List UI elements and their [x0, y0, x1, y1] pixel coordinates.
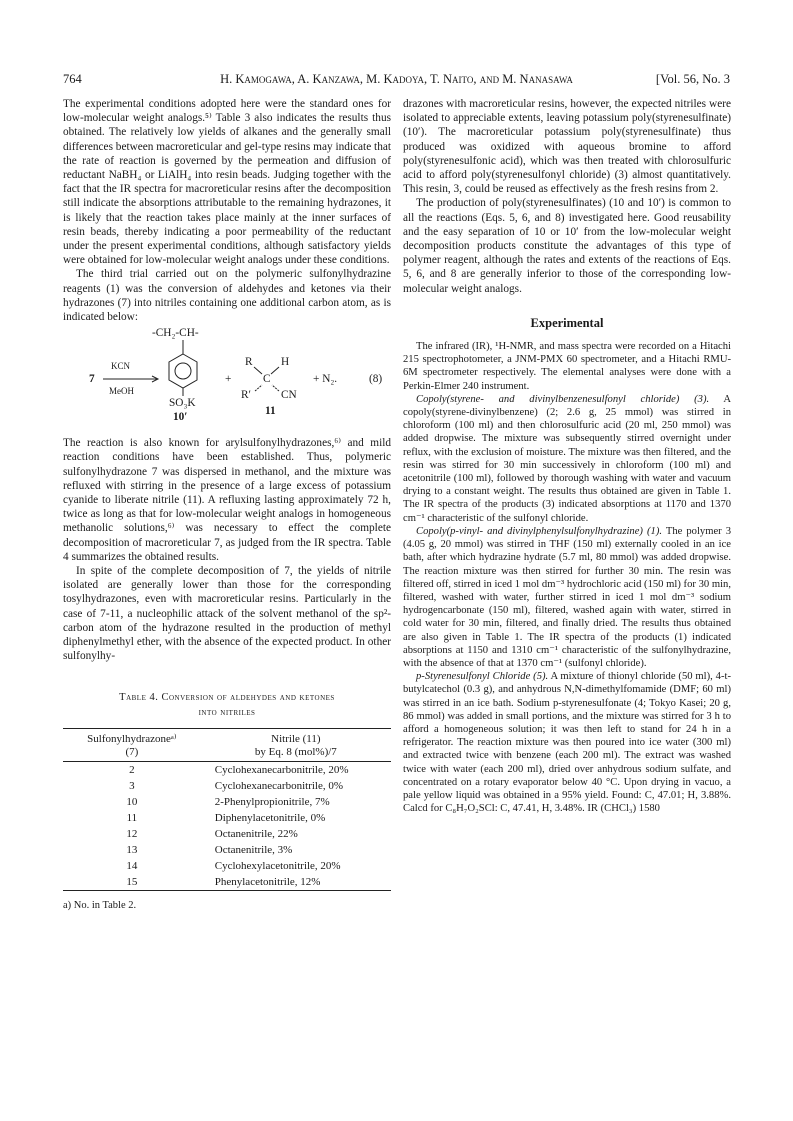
paragraph: The third trial carried out on the polymeric sulfonylhydrazine reagents (1) was the conversion of aldehydes and ketones via their hydrazones (7) into nitriles containing one additional carbon atom, as is indicated below: [63, 268, 391, 324]
paragraph: In spite of the complete decomposition of 7, the yields of nitrile isolated are generally lower than those for the corresponding tosylhydrazones, even with macroreticular resins. Particularly in the case of 7-11, a nucleophilic attack of the solvent methanol of the sp²-carbon atom of the hydrazone resulted in the production of methyl diphenylmethyl ether, with the absence of the expected product. In other sulfonylhy- [63, 565, 391, 663]
right-column [403, 97, 731, 815]
eq-chain: -CH₂-CH- [152, 327, 199, 340]
nitrile-yield: Diphenylacetonitrile, 0% [214, 811, 326, 824]
paragraph [403, 525, 731, 670]
page-header [63, 72, 730, 88]
nitrile-yield: 2-Phenylpropionitrile, 7% [214, 795, 330, 808]
eq-h: H [281, 356, 290, 369]
nitrile-yield: Cyclohexanecarbonitrile, 0% [214, 779, 344, 792]
page-number: 764 [63, 72, 82, 86]
hydrazone-number: 11 [126, 811, 138, 824]
nitrile-yield: Cyclohexylacetonitrile, 20% [214, 859, 341, 872]
nitrile-table [63, 728, 391, 891]
col-header-line: Sulfonylhydrazoneᵃ⁾ [87, 732, 177, 745]
left-column [63, 97, 391, 913]
paragraph-body: A mixture of thionyl chloride (50 ml), 4-t-butylcatechol (0.3 g), and anhydrous N,N-dimethylfomamide (DMF; 60 ml) was stirred in an ice bath. Sodium p-styrenesulfonate (4; Tokyo Kasei; 20 g, 86 mmol) was added in small portions, and the mixture was stirred for 3 h to afford a homogeneous solution; it was then left to stand for 24 h in a refrigerator. The reaction mixture was then poured into ice water (300 ml) and extracted twice with benzene (each 200 ml). The extract was washed twice with water (each 200 ml), dried over anhydrous sodium sulfate, and concentrated on a rotary evaporator below 40 °C. Upon drying in vacuo, a pale yellow liquid was obtained in a 95% yield. Found: C, 47.01; H, 3.88%. Calcd for C₈H₇O₂SCl: C, 47.41, H, 3.48%. IR (CHCl₃) 1580 [403, 671, 731, 815]
hydrazone-number: 2 [129, 763, 135, 776]
equation-8 [63, 328, 391, 428]
table-header-row [63, 728, 391, 761]
eq-so3k: SO₃K [169, 397, 196, 410]
eq-r: R [245, 356, 253, 369]
eq-label-11: 11 [265, 405, 276, 418]
paragraph: The reaction is also known for arylsulfonylhydrazones,⁶⁾ and mild reaction conditions have been established. Thus, polymeric sulfonylhydrazone 7 was dispersed in methanol, and the mixture was refluxed with stirring in the presence of a large excess of potassium cyanide to liberate nitrile (11). A refluxing lasting approximately 72 h, twice as long as that for low-molecular weight analogs in homogeneous methanolic solutions,⁶⁾ was necessary to effect the complete decomposition of macroreticular 7, as judged from the IR spectra. Table 4 summarizes the obtained results. [63, 437, 391, 563]
nitrile-yield: Octanenitrile, 22% [214, 827, 298, 840]
paragraph: The experimental conditions adopted here were the standard ones for low-molecular weight analogs.⁵⁾ Table 3 also indicates the results thus obtained. The relatively low yields of alkanes and the generally small differences between macroreticular and gel-type resins may indicate that the rate of reaction is governed by the permeation and diffusion of reductant NaBH₄ or LiAlH₄ into resin beads. Judging together with the fact that the IR spectra for macroreticular resins after the decomposition still indicate the absorptions attributable to the remaining hydrazones, it is likely that the reaction takes place mainly at the inner surfaces of resin beads, thereby indicating a poor permeability of the reductant under the present experimental conditions, although satisfactory yields were obtained for low-molecular weight analogs under these conditions. [63, 98, 391, 267]
table-row [63, 794, 391, 810]
hydrazone-number: 10 [126, 795, 138, 808]
nitrile-yield: Phenylacetonitrile, 12% [214, 875, 321, 888]
section-title-experimental: Experimental [530, 315, 604, 330]
hydrazone-number: 14 [126, 859, 138, 872]
subsection-title: p-Styrenesulfonyl Chloride (5). [416, 671, 549, 683]
table-row [63, 874, 391, 891]
table-row [63, 826, 391, 842]
hydrazone-number: 12 [126, 827, 138, 840]
table-row [63, 778, 391, 794]
table-caption-line: Table 4. Conversion of aldehydes and ketones [119, 691, 335, 703]
volume-info: [Vol. 56, No. 3 [655, 72, 730, 86]
eq-r-prime: R′ [241, 389, 252, 402]
eq-n2: + N₂. [313, 373, 338, 386]
table-row [63, 858, 391, 874]
eq-number: (8) [369, 373, 383, 386]
col-header-hydrazone [63, 728, 201, 761]
eq-label-10: 10′ [173, 411, 188, 424]
hydrazone-number: 3 [129, 779, 135, 792]
col-header-line: by Eq. 8 (mol%)/7 [254, 745, 337, 758]
table-row [63, 761, 391, 778]
carbon-bonds [251, 364, 285, 394]
paragraph [403, 670, 731, 815]
table-caption [63, 690, 391, 720]
nitrile-yield: Cyclohexanecarbonitrile, 20% [214, 763, 349, 776]
col-header-nitrile [201, 728, 391, 761]
hydrazone-number: 15 [126, 875, 138, 888]
paragraph-body: A copoly(styrene-divinylbenzene) (2; 2.6 g, 25 mmol) was stirred in chloroform (100 ml) and then chlorosulfuric acid (20 ml, 250 mmol) was added dropwise. The mixture was subsequently stirred overnight under reflux, with the exclusion of moisture. The mixture was then filtered, and the resin was stirred for 30 min successively in chloroform (100 ml) and acetonitrile (100 ml), followed by thorough washing with water and vacuum drying to a constant weight. The results thus obtained are given in Table 1. The IR spectra of the products (3) indicated absorptions at 1170 and 1370 cm⁻¹ characteristic of the sulfonyl chloride. [403, 393, 731, 524]
paragraph [403, 393, 731, 525]
paragraph: The production of poly(styrenesulfinates) (10 and 10′) is common to all the reactions (Eqs. 5, 6, and 8) investigated here. Good reusability and the easy separation of 10 or 10′ from the low-molecular weight decomposition products constitute the advantages of this type of polymer reagent, although the rates and extents of the reactions of Eqs. 5, 6, and 8 are generally inferior to those of the corresponding low-molecular weight analogs. [403, 197, 731, 295]
table-4 [63, 690, 391, 913]
eq-reagent-top: KCN [111, 361, 131, 372]
reaction-arrow [103, 375, 161, 383]
table-caption-line: into nitriles [198, 706, 256, 718]
eq-reagent-bottom: MeOH [109, 386, 134, 397]
col-header-line: (7) [125, 745, 139, 758]
subsection-title: Copoly(styrene- and divinylbenzenesulfonyl chloride) (3). [416, 393, 710, 405]
table-body [63, 761, 391, 890]
nitrile-yield: Octanenitrile, 3% [214, 843, 293, 856]
table-row [63, 810, 391, 826]
eq-reactant: 7 [89, 373, 95, 386]
paragraph: The infrared (IR), ¹H-NMR, and mass spectra were recorded on a Hitachi 215 spectrophotometer, a JNM-PMX 60 spectrometer, and a Hitachi RMU-6M spectrometer respectively. The elemental analyses were done with a Perkin-Elmer 240 instrument. [403, 341, 731, 392]
eq-c: C [263, 373, 271, 386]
subsection-title: Copoly(p-vinyl- and divinylphenylsulfonylhydrazine) (1). [416, 525, 662, 537]
paragraph-body: The polymer 3 (4.05 g, 20 mmol) was stirred in THF (150 ml) externally cooled in an ice bath, after which hydrazine hydrate (5.7 ml, 80 mmol) was added dropwise. The reaction mixture was then stirred for further 30 min. The resin was filtered off, stirred in iced 1 mol dm⁻³ hydrochloric acid (150 ml) for 30 min, filtered, washed with water, further stirred in iced 1 mol dm⁻³ sodium hydrogencarbonate (150 ml), filtered, washed again with water, stirred in cold water for 30 min, filtered, and finally dried. The results thus obtained are also given in Table 1. The IR spectra of the products (1) indicated absorptions at 1150 and 1310 cm⁻¹ characteristic of the sulfonylhydrazine, with the absence of that at 1370 cm⁻¹ (sulfonyl chloride). [403, 525, 732, 669]
paragraph: drazones with macroreticular resins, however, the expected nitriles were isolated to appreciable extents, leaving potassium poly(styrenesulfinate) (10′). The macroreticular potassium poly(styrenesulfinate) thus produced was oxidized with aqueous bromine to afford poly(styrenesulfonic acid), which was then treated with chlorosulfuric acid to afford poly(styrenesulfonyl chloride) (3) almost quantitatively. This resin, 3, could be reused as effectively as the fresh resins from 2. [403, 98, 731, 196]
hydrazone-number: 13 [126, 843, 138, 856]
table-row [63, 842, 391, 858]
table-footnote: a) No. in Table 2. [63, 899, 137, 911]
col-header-line: Nitrile (11) [271, 732, 321, 745]
running-authors: H. Kamogawa, A. Kanzawa, M. Kadoya, T. Naito, and M. Nanasawa [220, 72, 573, 86]
eq-cn: CN [281, 389, 297, 402]
eq-plus: + [225, 373, 232, 386]
